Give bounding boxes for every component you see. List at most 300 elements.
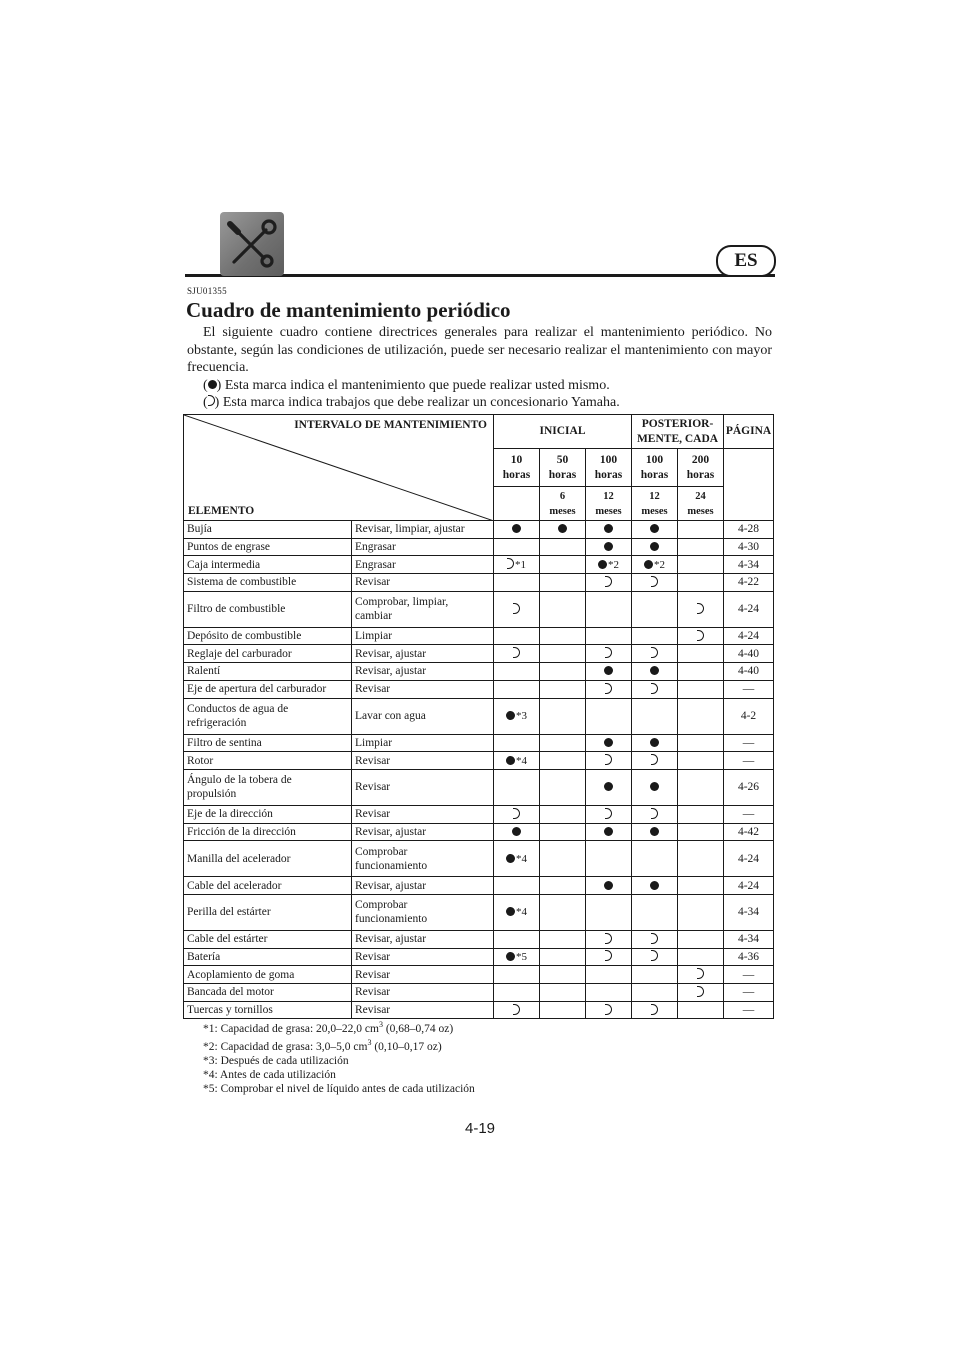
item-cell: Bancada del motor — [184, 984, 352, 1002]
footnote-ref: *2 — [608, 558, 619, 571]
interval-cell — [586, 698, 632, 734]
footnote-ref: *5 — [516, 950, 527, 963]
interval-cell — [632, 521, 678, 539]
interval-cell — [632, 591, 678, 627]
element-label: ELEMENTO — [188, 505, 255, 517]
filled-dot-icon — [650, 666, 659, 675]
page-ref-cell: 4-40 — [724, 663, 774, 681]
footnotes — [203, 1018, 475, 1096]
open-circle-icon — [605, 950, 612, 961]
item-cell: Filtro de combustible — [184, 591, 352, 627]
interval-cell — [494, 574, 540, 592]
filled-dot-icon — [604, 542, 613, 551]
paren: ( — [203, 377, 208, 393]
table-row — [184, 1001, 774, 1019]
tools-icon — [220, 212, 284, 276]
table-row — [184, 734, 774, 752]
action-cell: Revisar — [352, 1001, 494, 1019]
interval-cell — [494, 645, 540, 663]
months-value: 12 — [649, 490, 660, 502]
item-line: Ángulo de la tobera de — [187, 774, 292, 787]
action-line: cambiar — [355, 610, 393, 623]
months-cell — [540, 487, 586, 521]
open-circle-icon — [513, 808, 520, 819]
interval-cell — [494, 698, 540, 734]
interval-cell — [586, 1001, 632, 1019]
months-cell — [586, 487, 632, 521]
initial-header: INICIAL — [494, 415, 632, 449]
item-cell: Eje de apertura del carburador — [184, 680, 352, 698]
action-cell: Engrasar — [352, 538, 494, 556]
open-circle-icon — [697, 968, 704, 979]
action-line: funcionamiento — [355, 913, 428, 926]
interval-cell — [632, 734, 678, 752]
open-circle-icon — [651, 950, 658, 961]
interval-cell — [586, 984, 632, 1002]
interval-cell — [632, 1001, 678, 1019]
interval-cell — [678, 877, 724, 895]
interval-cell — [540, 734, 586, 752]
action-cell: Revisar — [352, 752, 494, 770]
table-row — [184, 966, 774, 984]
footnote-4: *4: Antes de cada utilización — [203, 1068, 336, 1081]
page-ref-cell: 4-26 — [724, 769, 774, 805]
interval-cell — [586, 663, 632, 681]
page-ref-cell: 4-30 — [724, 538, 774, 556]
item-line: refrigeración — [187, 717, 247, 729]
open-circle-icon — [605, 1004, 612, 1015]
interval-cell — [586, 769, 632, 805]
footnote-5: *5: Comprobar el nivel de líquido antes de cada utilización — [203, 1082, 475, 1095]
table-row — [184, 823, 774, 841]
filled-dot-icon — [604, 881, 613, 890]
interval-cell — [586, 752, 632, 770]
action-line: Comprobar — [355, 845, 408, 858]
hours-cell — [586, 449, 632, 487]
interval-cell — [678, 948, 724, 966]
interval-cell — [494, 805, 540, 823]
interval-cell — [632, 645, 678, 663]
interval-cell — [540, 841, 586, 877]
months-unit: meses — [641, 505, 668, 517]
filled-dot-icon — [506, 756, 515, 765]
page-ref-cell: 4-34 — [724, 556, 774, 574]
interval-cell — [632, 680, 678, 698]
interval-cell — [586, 894, 632, 930]
item-cell: Caja intermedia — [184, 556, 352, 574]
item-cell — [184, 698, 352, 734]
filled-dot-icon — [650, 782, 659, 791]
footnote-ref: *3 — [516, 710, 527, 722]
interval-cell — [632, 698, 678, 734]
intro-paragraph: El siguiente cuadro contiene directrices generales para realizar el mantenimiento periódico. No obstante, según las condiciones de utilización, puede ser necesario realizar el mantenimiento con mayor frecuencia. — [187, 325, 772, 375]
interval-cell — [678, 698, 724, 734]
interval-cell — [678, 574, 724, 592]
filled-dot-icon — [208, 380, 217, 389]
action-cell: Limpiar — [352, 627, 494, 645]
hours-value: 50 — [556, 453, 569, 466]
interval-cell — [678, 663, 724, 681]
months-value: 24 — [695, 490, 706, 502]
section-code: SJU01355 — [187, 286, 227, 296]
superscript: 3 — [367, 1037, 372, 1047]
open-circle-icon — [651, 808, 658, 819]
interval-cell — [632, 752, 678, 770]
item-cell — [184, 769, 352, 805]
hours-value: 10 — [510, 453, 523, 466]
item-cell: Reglaje del carburador — [184, 645, 352, 663]
action-cell: Revisar — [352, 574, 494, 592]
action-cell: Revisar, ajustar — [352, 645, 494, 663]
interval-cell — [678, 752, 724, 770]
interval-cell — [632, 574, 678, 592]
header-diagonal-cell — [184, 415, 494, 521]
interval-cell — [678, 894, 724, 930]
interval-cell — [632, 823, 678, 841]
page-ref-cell: — — [724, 805, 774, 823]
item-cell: Cable del acelerador — [184, 877, 352, 895]
legend-dealer — [187, 394, 772, 412]
interval-cell — [494, 966, 540, 984]
footnote-ref: *4 — [516, 852, 527, 865]
footnote-text: *2: Capacidad de grasa: 3,0–5,0 cm — [203, 1040, 368, 1053]
interval-cell — [540, 556, 586, 574]
interval-cell — [540, 966, 586, 984]
interval-cell — [586, 877, 632, 895]
item-cell: Eje de la dirección — [184, 805, 352, 823]
filled-dot-icon — [604, 827, 613, 836]
filled-dot-icon — [604, 524, 613, 533]
table-row — [184, 627, 774, 645]
interval-cell — [678, 966, 724, 984]
filled-dot-icon — [512, 524, 521, 533]
interval-cell — [678, 984, 724, 1002]
open-circle-icon — [208, 395, 215, 406]
table-row — [184, 591, 774, 627]
after-header-line2: MENTE, CADA — [636, 432, 719, 445]
interval-cell — [540, 984, 586, 1002]
interval-cell — [678, 591, 724, 627]
interval-cell — [540, 538, 586, 556]
interval-cell — [632, 894, 678, 930]
table-row — [184, 538, 774, 556]
open-circle-icon — [605, 647, 612, 658]
page-ref-cell: — — [724, 734, 774, 752]
filled-dot-icon — [506, 711, 515, 720]
open-circle-icon — [513, 603, 520, 614]
page-ref-cell: 4-40 — [724, 645, 774, 663]
language-badge: ES — [716, 245, 776, 277]
interval-cell — [540, 698, 586, 734]
footnote-ref: *1 — [515, 559, 526, 572]
interval-cell — [632, 930, 678, 948]
interval-cell — [540, 769, 586, 805]
interval-cell — [540, 574, 586, 592]
interval-cell — [540, 930, 586, 948]
interval-cell — [494, 591, 540, 627]
footnote-3: *3: Después de cada utilización — [203, 1054, 349, 1067]
open-circle-icon — [651, 683, 658, 694]
table-row — [184, 805, 774, 823]
table-row — [184, 556, 774, 574]
interval-label: INTERVALO DE MANTENIMIENTO — [294, 419, 487, 431]
interval-cell — [586, 734, 632, 752]
filled-dot-icon — [650, 881, 659, 890]
months-value: 6 — [559, 490, 566, 502]
page-ref-cell: 4-24 — [724, 841, 774, 877]
page-ref-cell: 4-24 — [724, 627, 774, 645]
page-ref-cell: 4-24 — [724, 591, 774, 627]
page-ref-cell: 4-28 — [724, 521, 774, 539]
page-number: 4-19 — [464, 1120, 496, 1137]
filled-dot-icon — [604, 782, 613, 791]
page-ref-cell: 4-24 — [724, 877, 774, 895]
interval-cell — [632, 538, 678, 556]
months-unit: meses — [595, 505, 622, 517]
item-cell: Manilla del acelerador — [184, 841, 352, 877]
item-line: propulsión — [187, 788, 237, 801]
superscript: 3 — [378, 1020, 383, 1029]
interval-cell — [678, 841, 724, 877]
action-cell: Revisar — [352, 680, 494, 698]
table-row — [184, 948, 774, 966]
interval-cell — [494, 841, 540, 877]
interval-cell — [586, 805, 632, 823]
interval-cell — [678, 521, 724, 539]
interval-cell — [586, 521, 632, 539]
open-circle-icon — [697, 630, 704, 641]
page-ref-cell: 4-22 — [724, 574, 774, 592]
table-row — [184, 841, 774, 877]
interval-cell — [632, 841, 678, 877]
filled-dot-icon — [506, 907, 515, 916]
hours-cell — [678, 449, 724, 487]
interval-cell — [494, 734, 540, 752]
interval-cell — [586, 948, 632, 966]
interval-cell — [494, 948, 540, 966]
open-circle-icon — [651, 576, 658, 587]
months-cell-empty — [494, 487, 540, 521]
interval-cell — [632, 948, 678, 966]
item-cell: Filtro de sentina — [184, 734, 352, 752]
hours-cell — [494, 449, 540, 487]
action-cell: Engrasar — [352, 556, 494, 574]
page-ref-cell: — — [724, 966, 774, 984]
interval-cell — [494, 752, 540, 770]
open-circle-icon — [651, 1004, 658, 1015]
interval-cell — [586, 574, 632, 592]
interval-cell — [540, 805, 586, 823]
interval-cell — [586, 627, 632, 645]
interval-cell — [678, 538, 724, 556]
table-row — [184, 645, 774, 663]
page-ref-cell: 4-34 — [724, 930, 774, 948]
filled-dot-icon — [650, 524, 659, 533]
page-ref-cell: 4-34 — [724, 894, 774, 930]
interval-cell — [632, 627, 678, 645]
item-cell: Batería — [184, 948, 352, 966]
maintenance-table — [183, 414, 774, 1019]
item-cell: Ralentí — [184, 663, 352, 681]
months-cell — [632, 487, 678, 521]
table-row — [184, 894, 774, 930]
interval-cell — [540, 894, 586, 930]
open-circle-icon — [697, 986, 704, 997]
page-header: PÁGINA — [724, 415, 774, 449]
filled-dot-icon — [650, 542, 659, 551]
footnote-text: (0,10–0,17 oz) — [371, 1040, 442, 1053]
filled-dot-icon — [644, 560, 653, 569]
interval-cell — [586, 841, 632, 877]
footnote-ref: *4 — [516, 906, 527, 919]
hours-unit: horas — [686, 468, 715, 481]
page-ref-cell: 4-2 — [724, 698, 774, 734]
open-circle-icon — [651, 933, 658, 944]
months-cell — [678, 487, 724, 521]
footnote-ref: *4 — [516, 754, 527, 767]
table-row — [184, 984, 774, 1002]
page-ref-cell: — — [724, 680, 774, 698]
open-circle-icon — [605, 576, 612, 587]
filled-dot-icon — [650, 738, 659, 747]
after-header-line1: POSTERIOR- — [641, 417, 714, 430]
filled-dot-icon — [598, 560, 607, 569]
interval-cell — [540, 948, 586, 966]
filled-dot-icon — [650, 827, 659, 836]
page-header-spacer — [724, 449, 774, 521]
interval-cell — [632, 966, 678, 984]
table-row — [184, 877, 774, 895]
hours-value: 100 — [645, 453, 664, 466]
item-cell: Sistema de combustible — [184, 574, 352, 592]
interval-cell — [678, 627, 724, 645]
open-circle-icon — [605, 933, 612, 944]
filled-dot-icon — [512, 827, 521, 836]
after-header — [632, 415, 724, 449]
action-cell: Revisar, ajustar — [352, 663, 494, 681]
interval-cell — [494, 1001, 540, 1019]
item-cell: Tuercas y tornillos — [184, 1001, 352, 1019]
table-body — [184, 521, 774, 1019]
hours-unit: horas — [640, 468, 669, 481]
months-value: 12 — [603, 490, 614, 502]
footnote-1 — [203, 1018, 475, 1036]
item-cell: Depósito de combustible — [184, 627, 352, 645]
interval-cell — [586, 591, 632, 627]
legend-dealer-text: ) Esta marca indica trabajos que debe realizar un concesionario Yamaha. — [214, 395, 620, 410]
action-cell — [352, 591, 494, 627]
interval-cell — [540, 1001, 586, 1019]
page-ref-cell: — — [724, 984, 774, 1002]
intro-text — [187, 324, 772, 412]
page-ref-cell: — — [724, 1001, 774, 1019]
item-cell: Fricción de la dirección — [184, 823, 352, 841]
footnote-ref: *2 — [654, 558, 665, 571]
item-cell: Cable del estárter — [184, 930, 352, 948]
filled-dot-icon — [558, 524, 567, 533]
action-cell — [352, 841, 494, 877]
hours-unit: horas — [502, 468, 531, 481]
open-circle-icon — [513, 1004, 520, 1015]
table-row — [184, 752, 774, 770]
interval-cell — [540, 823, 586, 841]
page-ref-cell: 4-42 — [724, 823, 774, 841]
hours-value: 200 — [691, 453, 710, 466]
table-row — [184, 930, 774, 948]
interval-cell — [678, 734, 724, 752]
table-row — [184, 698, 774, 734]
action-line: Comprobar, limpiar, — [355, 596, 449, 609]
item-cell: Perilla del estárter — [184, 894, 352, 930]
open-circle-icon — [513, 647, 520, 658]
interval-cell — [494, 894, 540, 930]
interval-cell — [540, 627, 586, 645]
open-circle-icon — [605, 754, 612, 765]
open-circle-icon — [507, 558, 514, 569]
table-row — [184, 680, 774, 698]
action-cell — [352, 894, 494, 930]
interval-cell — [632, 663, 678, 681]
open-circle-icon — [605, 808, 612, 819]
paren: ( — [203, 395, 208, 410]
item-cell: Acoplamiento de goma — [184, 966, 352, 984]
page-title: Cuadro de mantenimiento periódico — [186, 298, 511, 322]
interval-cell — [678, 769, 724, 805]
interval-cell — [494, 556, 540, 574]
action-cell: Limpiar — [352, 734, 494, 752]
interval-cell — [586, 930, 632, 948]
item-cell: Puntos de engrase — [184, 538, 352, 556]
open-circle-icon — [651, 754, 658, 765]
interval-cell — [586, 556, 632, 574]
interval-cell — [632, 556, 678, 574]
action-cell: Revisar — [352, 984, 494, 1002]
legend-owner-text: ) Esta marca indica el mantenimiento que puede realizar usted mismo. — [216, 377, 610, 393]
months-unit: meses — [549, 505, 576, 517]
interval-cell — [632, 877, 678, 895]
page-ref-cell: 4-36 — [724, 948, 774, 966]
open-circle-icon — [605, 683, 612, 694]
interval-cell — [678, 823, 724, 841]
interval-cell — [632, 805, 678, 823]
interval-cell — [678, 805, 724, 823]
filled-dot-icon — [604, 666, 613, 675]
filled-dot-icon — [506, 952, 515, 961]
interval-cell — [632, 984, 678, 1002]
action-cell: Lavar con agua — [352, 698, 494, 734]
action-cell: Revisar — [352, 948, 494, 966]
interval-cell — [540, 752, 586, 770]
interval-cell — [586, 538, 632, 556]
interval-cell — [632, 769, 678, 805]
filled-dot-icon — [604, 738, 613, 747]
interval-cell — [494, 680, 540, 698]
interval-cell — [540, 663, 586, 681]
open-circle-icon — [697, 603, 704, 614]
action-cell: Revisar, limpiar, ajustar — [352, 521, 494, 539]
action-cell: Revisar, ajustar — [352, 877, 494, 895]
interval-cell — [494, 930, 540, 948]
footnote-text: (0,68–0,74 oz) — [382, 1022, 454, 1035]
action-cell: Revisar — [352, 966, 494, 984]
item-line: Conductos de agua de — [187, 703, 289, 715]
interval-cell — [494, 521, 540, 539]
interval-cell — [540, 680, 586, 698]
interval-cell — [494, 984, 540, 1002]
interval-cell — [678, 1001, 724, 1019]
interval-cell — [678, 930, 724, 948]
interval-cell — [494, 538, 540, 556]
